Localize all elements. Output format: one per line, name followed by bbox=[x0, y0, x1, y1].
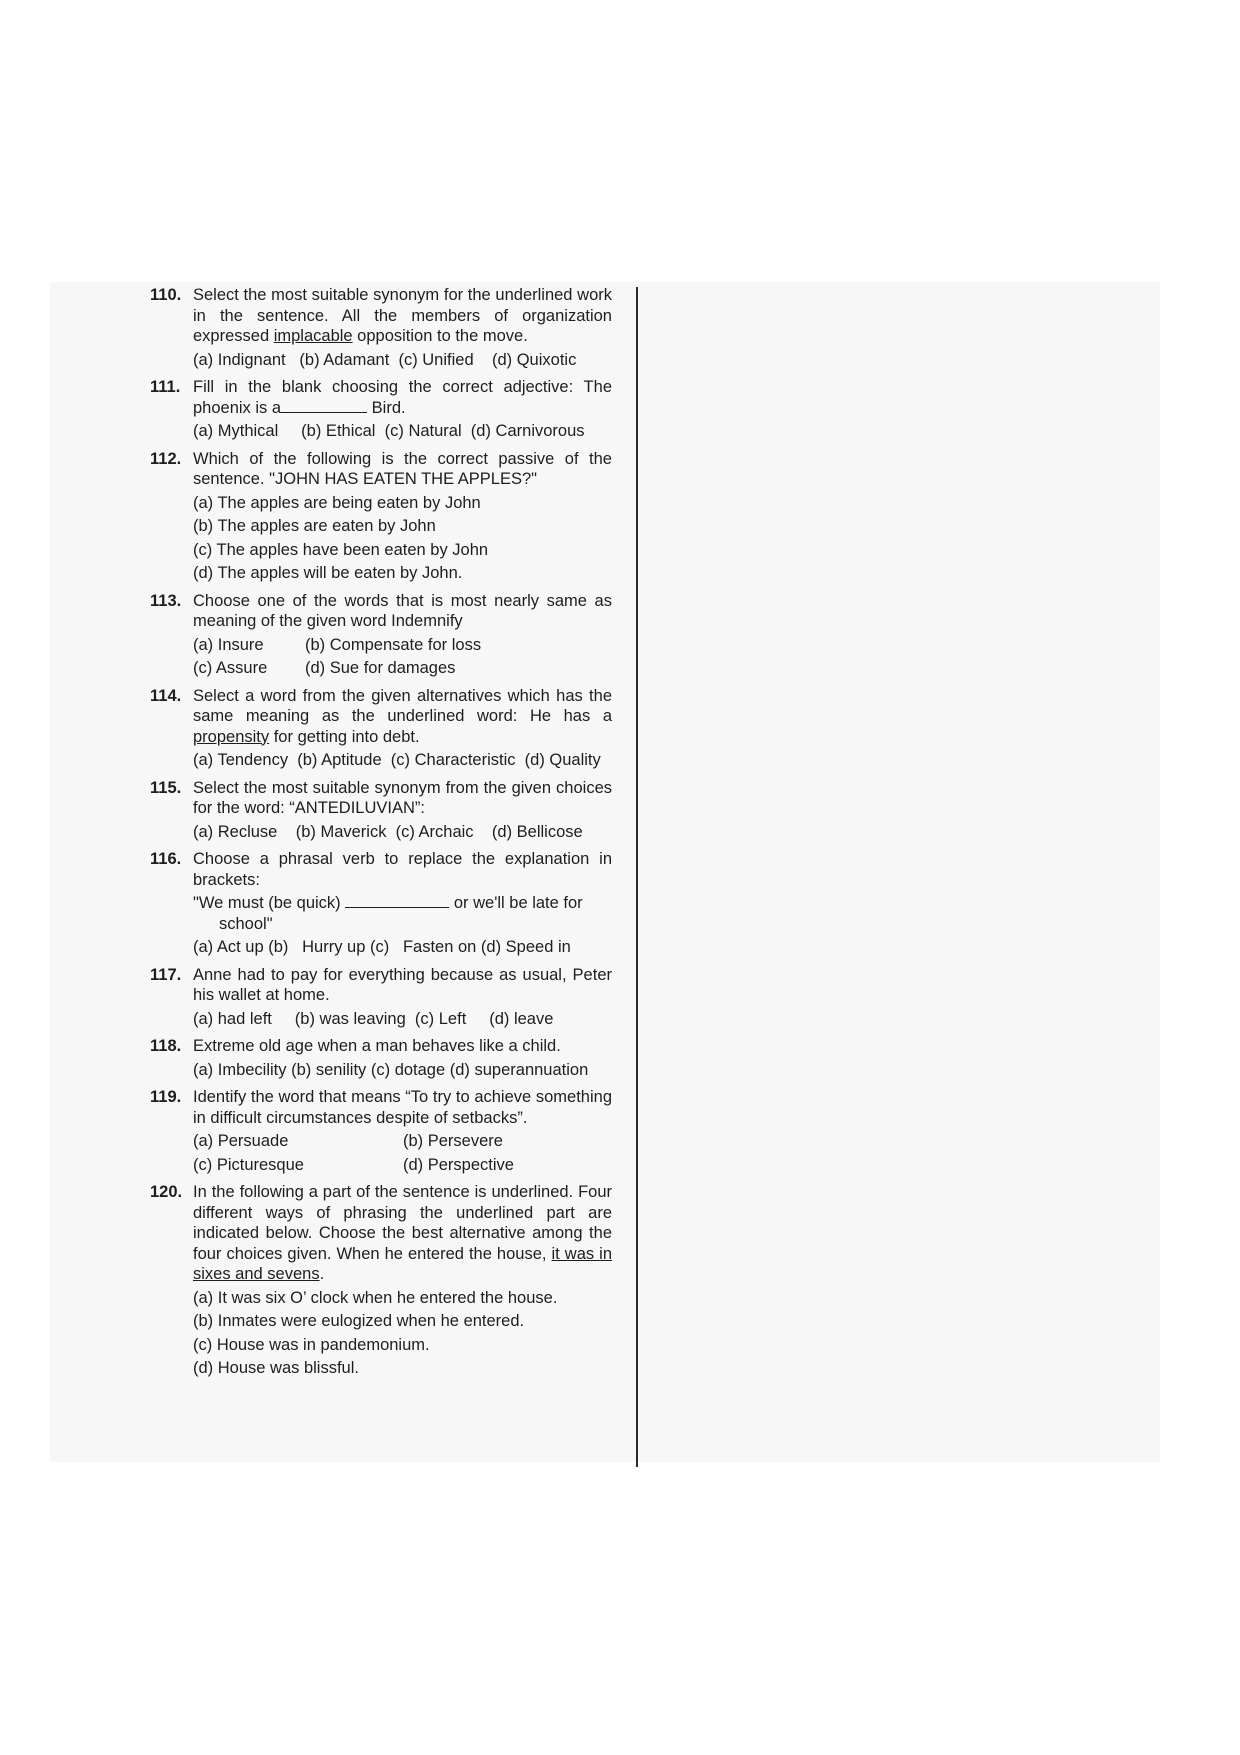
option: (d) The apples will be eaten by John. bbox=[193, 564, 463, 582]
question-stem: Select a word from the given alternatives which has the same meaning as the underlined word: He has a propensity for getting into debt. bbox=[193, 686, 612, 746]
option: (a) Persuade bbox=[193, 1132, 289, 1150]
question-stem: Extreme old age when a man behaves like a child. bbox=[193, 1037, 561, 1055]
question-115 bbox=[150, 778, 612, 843]
question-110 bbox=[150, 285, 612, 370]
question-number: 112. bbox=[150, 449, 182, 468]
options-line: (a) had left (b) was leaving (c) Left (d) leave bbox=[193, 1009, 554, 1028]
question-118 bbox=[150, 1036, 612, 1080]
question-number: 119. bbox=[150, 1088, 182, 1106]
option: (b) Inmates were eulogized when he entered. bbox=[193, 1312, 525, 1330]
options-list bbox=[193, 493, 612, 584]
question-114 bbox=[150, 686, 612, 771]
option: (d) Sue for damages bbox=[305, 659, 456, 677]
underlined-word: implacable bbox=[273, 327, 353, 345]
option: (c) Picturesque bbox=[193, 1155, 304, 1174]
option: (b) Compensate for loss bbox=[305, 635, 482, 654]
question-stem: Select the most suitable synonym for the underlined work in the sentence. All the members of organization expressed implacable opposition to the move. bbox=[193, 286, 612, 345]
question-number: 114. bbox=[150, 686, 182, 705]
option: (d) Perspective bbox=[403, 1155, 514, 1174]
question-117 bbox=[150, 965, 612, 1030]
quoted-sentence-cont: school" bbox=[219, 914, 273, 933]
questions-column bbox=[150, 285, 612, 1386]
option: (d) House was blissful. bbox=[193, 1359, 359, 1377]
question-stem: Fill in the blank choosing the correct adjective: The phoenix is a Bird. bbox=[193, 378, 612, 417]
option: (b) Persevere bbox=[403, 1132, 503, 1150]
options-line: (a) Recluse (b) Maverick (c) Archaic (d) Bellicose bbox=[193, 822, 583, 841]
option: (b) The apples are eaten by John bbox=[193, 517, 436, 535]
option: (a) It was six O’ clock when he entered the house. bbox=[193, 1288, 558, 1307]
options-list bbox=[193, 1288, 612, 1379]
option: (c) House was in pandemonium. bbox=[193, 1335, 430, 1354]
question-number: 110. bbox=[150, 286, 182, 304]
options-line: (a) Mythical (b) Ethical (c) Natural (d) Carnivorous bbox=[193, 422, 585, 440]
option: (a) Insure bbox=[193, 635, 264, 654]
column-divider bbox=[636, 287, 638, 1467]
question-stem: In the following a part of the sentence is underlined. Four different ways of phrasing the underlined part are indicated below. Choose the best alternative among the four choices given. When he entered the house, it was in sixes and sevens. bbox=[193, 1183, 612, 1283]
question-stem: Anne had to pay for everything because as usual, Peter his wallet at home. bbox=[193, 965, 612, 1004]
options-line: (a) Indignant (b) Adamant (c) Unified (d) Quixotic bbox=[193, 350, 577, 369]
options-grid bbox=[193, 1131, 612, 1175]
question-number: 116. bbox=[150, 850, 182, 868]
option: (a) The apples are being eaten by John bbox=[193, 493, 481, 512]
fill-in-blank bbox=[345, 893, 449, 908]
question-120 bbox=[150, 1182, 612, 1379]
fill-in-blank bbox=[281, 398, 367, 413]
question-111 bbox=[150, 377, 612, 442]
question-number: 120. bbox=[150, 1183, 183, 1201]
underlined-word: propensity bbox=[193, 727, 270, 746]
question-number: 118. bbox=[150, 1037, 182, 1055]
question-stem: Select the most suitable synonym from the given choices for the word: “ANTEDILUVIAN”: bbox=[193, 778, 612, 817]
underlined-phrase: it was in sixes and sevens bbox=[193, 1244, 612, 1283]
question-stem: Which of the following is the correct passive of the sentence. "JOHN HAS EATEN THE APPLES?" bbox=[193, 449, 612, 488]
options-line: (a) Tendency (b) Aptitude (c) Characteristic (d) Quality bbox=[193, 751, 601, 769]
option: (c) Assure bbox=[193, 659, 268, 677]
question-119 bbox=[150, 1087, 612, 1175]
options-line: (a) Act up (b) Hurry up (c) Fasten on (d) Speed in bbox=[193, 938, 571, 956]
options-line: (a) Imbecility (b) senility (c) dotage (d) superannuation bbox=[193, 1060, 589, 1079]
question-number: 113. bbox=[150, 591, 182, 610]
question-stem: Choose one of the words that is most nearly same as meaning of the given word Indemnify bbox=[193, 591, 612, 630]
question-number: 117. bbox=[150, 965, 182, 984]
option: (c) The apples have been eaten by John bbox=[193, 540, 489, 559]
question-stem: Identify the word that means “To try to achieve something in difficult circumstances despite of setbacks”. bbox=[193, 1088, 612, 1127]
options-grid bbox=[193, 635, 612, 679]
question-number: 115. bbox=[150, 778, 182, 797]
question-stem: Choose a phrasal verb to replace the explanation in brackets: bbox=[193, 850, 612, 889]
quoted-sentence: "We must (be quick) or we'll be late for bbox=[193, 894, 583, 912]
question-113 bbox=[150, 591, 612, 679]
question-number: 111. bbox=[150, 378, 181, 396]
question-116 bbox=[150, 849, 612, 958]
question-112 bbox=[150, 449, 612, 584]
